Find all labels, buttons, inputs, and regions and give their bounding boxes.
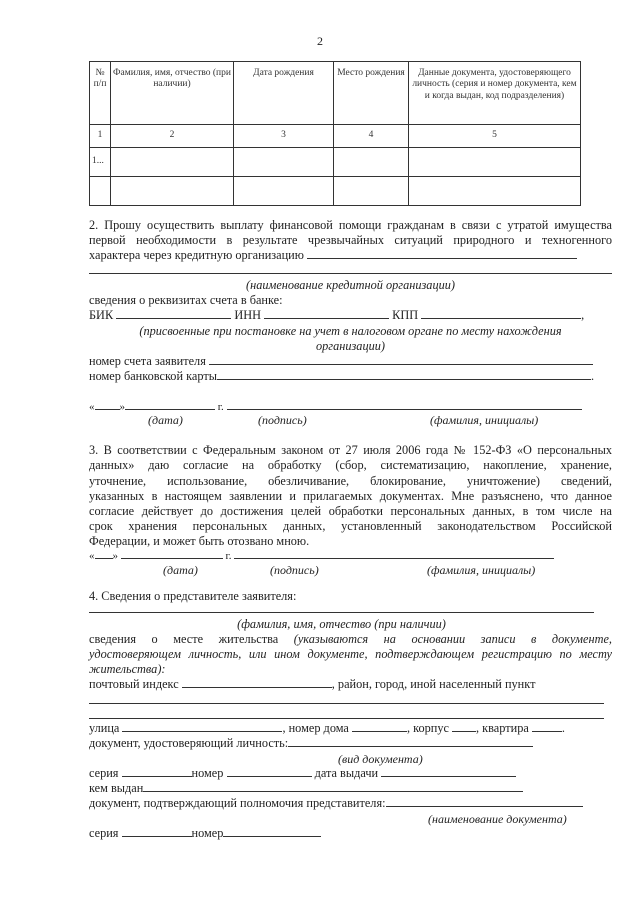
page-number: 2 [317,34,323,48]
caption-doc-name: (наименование документа) [428,812,567,826]
caption-name: (фамилия, инициалы) [427,563,536,577]
table-cell: 4 [334,125,409,148]
house-field[interactable] [352,721,407,732]
korpus-field[interactable] [452,721,476,732]
date-field[interactable] [121,548,223,559]
issue-date-field[interactable] [381,766,516,777]
table-cell: 3 [234,125,334,148]
caption-name: (фамилия, инициалы) [430,413,539,427]
card-row: номер банковской карты . [89,369,595,383]
locality-field-line2[interactable] [89,718,604,719]
caption-fio: (фамилия, имя, отчество (при наличии) [237,617,446,631]
caption-tax-1: (присвоенные при постановке на учет в налоговом органе по месту нахождения [139,324,562,338]
quote-open: « [89,550,95,562]
caption-date: (дата) [163,563,198,577]
bank-details-row: БИК ИНН КПП , [89,308,585,322]
flat-label: , квартира [476,721,529,735]
table-cell[interactable] [234,148,334,177]
id-doc-type-field[interactable] [288,736,533,747]
postal-label: почтовый индекс [89,677,179,691]
number-field[interactable] [227,766,312,777]
signature-name-field[interactable] [227,399,582,410]
authority-doc-label: документ, подтверждающий полномочия представителя: [89,796,386,810]
series2-row [89,826,612,840]
number-label: номер [191,766,224,780]
table-cell: 5 [409,125,581,148]
table-header-row [90,62,581,125]
signature-name-field[interactable] [234,548,554,559]
series-row [89,766,612,780]
postal-row [89,677,612,691]
table-row [90,148,581,177]
credit-org-label: характера через кредитную организацию [89,248,304,262]
day-field[interactable] [95,399,120,410]
section2-line3 [89,248,612,262]
account-row [89,354,612,368]
quote-close: » [112,550,118,562]
section3-line: Федерации, и может быть отозвано мною. [89,534,310,548]
table-cell[interactable] [111,177,234,206]
id-doc-row [89,736,612,750]
locality-field-line1[interactable] [89,703,604,704]
requisites-label: сведения о реквизитах счета в банке: [89,293,283,307]
year-suffix: г. [217,401,224,413]
caption-doc-type: (вид документа) [338,752,423,766]
id-doc-label: документ, удостоверяющий личность: [89,736,289,750]
house-label: , номер дома [282,721,349,735]
issued-by-field[interactable] [143,781,523,792]
caption-date: (дата) [148,413,183,427]
residence-note: (указываются на основании записи в документе, [293,632,613,646]
caption-credit-org: (наименование кредитной организации) [246,278,455,292]
representative-fio-field[interactable] [89,612,594,613]
residence-line1 [89,632,612,646]
section2-line1: 2. Прошу осуществить выплату финансовой помощи гражданам в связи с утратой имущества [89,218,612,232]
applicants-table [89,61,581,206]
kpp-label: КПП [392,308,419,322]
residence-line3: жительства): [89,662,166,676]
caption-signature: (подпись) [270,563,319,577]
number-field[interactable] [223,826,321,837]
authority-doc-field[interactable] [386,796,583,807]
day-field[interactable] [95,548,113,559]
caption-signature: (подпись) [258,413,307,427]
series-label: серия [89,766,119,780]
credit-org-field-line2[interactable] [89,273,612,274]
series-field[interactable] [122,766,192,777]
street-label: улица [89,721,120,735]
section3-line: данных» даю согласие на обработку (сбор, систематизацию, накопление, хранение, [89,458,612,472]
section3-line: 3. В соответствии с Федеральным законом от 27 июля 2006 года № 152-ФЗ «О персональных [89,443,612,457]
quote-open: « [89,401,95,413]
residence-label: сведения о месте жительства [89,632,279,646]
number-label: номер [191,826,224,840]
header-cell-fio: Фамилия, имя, отчество (при наличии) [111,62,234,125]
authority-doc-row [89,796,612,810]
postal-code-field[interactable] [182,677,332,688]
section3-line: уточнение, использование, обезличивание, блокирование, уничтожение) сведений, [89,474,612,488]
section4-title: 4. Сведения о представителе заявителя: [89,589,297,603]
kpp-field[interactable] [421,308,581,319]
signature-row-3 [89,548,612,563]
table-cell: 1 [90,125,111,148]
credit-org-field[interactable] [307,248,577,259]
inn-field[interactable] [264,308,389,319]
table-cell[interactable] [234,177,334,206]
address-row: улица , номер дома , корпус , квартира . [89,721,565,735]
bik-label: БИК [89,308,114,322]
table-cell[interactable] [409,177,581,206]
table-cell[interactable] [111,148,234,177]
inn-label: ИНН [234,308,261,322]
bik-field[interactable] [116,308,231,319]
signature-row-2 [89,399,612,414]
issue-date-label: дата выдачи [314,766,379,780]
locality-label: , район, город, иной населенный пункт [331,677,536,691]
card-number-field[interactable] [217,369,591,380]
section3-line: указанных в настоящем заявлении и прилагаемых документах. Мне разъяснено, что данное [89,489,612,503]
header-cell-id-document: Данные документа, удостоверяющего личность (серия и номер документа, кем и когда выдан, код подразделения) [409,62,581,125]
caption-tax-2: организации) [316,339,385,353]
section3-line: срок хранения персональных данных, установленный законодательством Российской [89,519,612,533]
year-suffix: г. [225,550,232,562]
table-cell[interactable] [334,177,409,206]
card-label: номер банковской карты [89,369,217,383]
table-cell[interactable] [334,148,409,177]
table-row [90,177,581,206]
series-label: серия [89,826,119,840]
section3-line: согласие действует до достижения целей обработки персональных данных, в том числе на [89,504,612,518]
section2-line2: первой необходимости в результате чрезвычайных ситуаций природного и техногенного [89,233,612,247]
header-cell-birthdate: Дата рождения [234,62,334,125]
table-cell[interactable] [90,177,111,206]
issued-by-row [89,781,612,795]
header-cell-birthplace: Место рождения [334,62,409,125]
table-cell[interactable] [409,148,581,177]
korpus-label: , корпус [406,721,449,735]
account-label: номер счета заявителя [89,354,206,368]
header-cell-num: № п/п [90,62,111,125]
series-field[interactable] [122,826,192,837]
residence-line2: удостоверяющем личность, или ином документе, подтверждающем регистрацию по месту [89,647,612,661]
flat-field[interactable] [532,721,562,732]
table-cell[interactable]: 1... [90,148,111,177]
issued-by-label: кем выдан [89,781,144,795]
date-field[interactable] [125,399,215,410]
street-field[interactable] [122,721,282,732]
account-number-field[interactable] [209,354,593,365]
table-cell: 2 [111,125,234,148]
table-numbering-row [90,125,581,148]
quote-close: » [119,401,125,413]
